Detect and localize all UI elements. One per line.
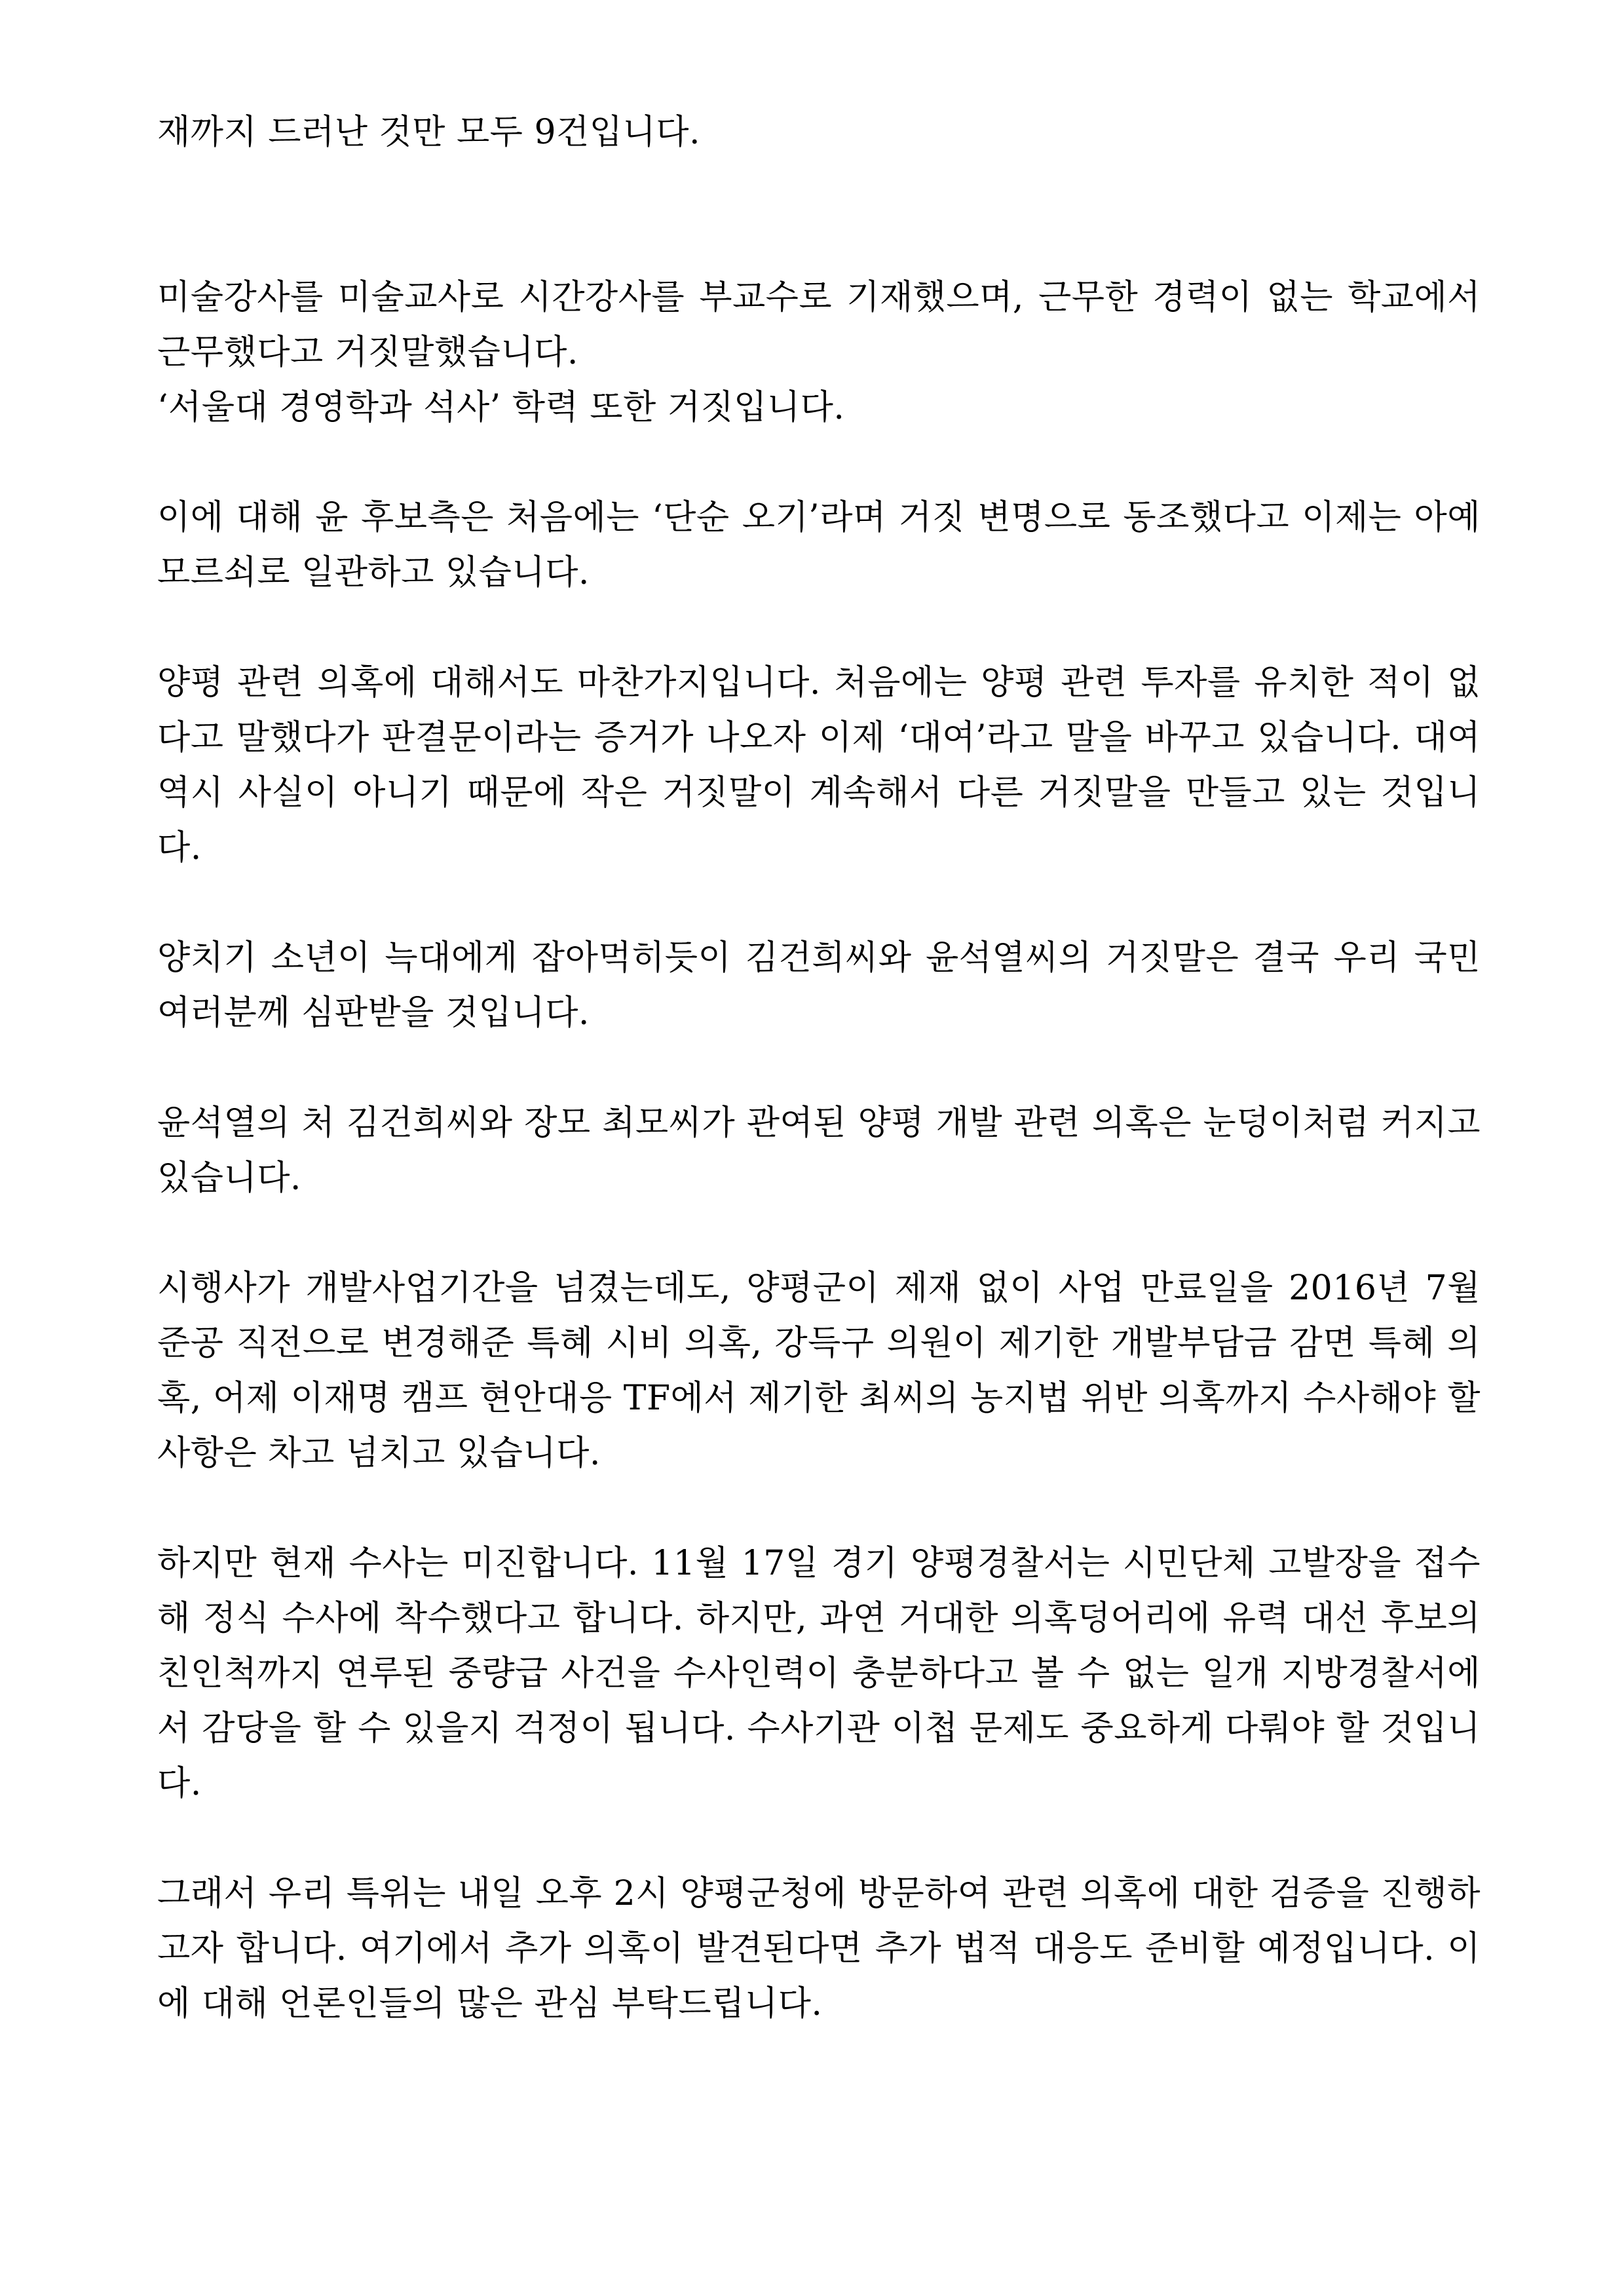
document-body <box>157 105 1481 2086</box>
paragraph-growing-allegations: 윤석열의 처 김건희씨와 장모 최모씨가 관여된 양평 개발 관련 의혹은 눈덩이처럼 커지고 있습니다. <box>157 1103 1481 1198</box>
paragraph-shepherd-boy: 양치기 소년이 늑대에게 잡아먹히듯이 김건희씨와 윤석열씨의 거짓말은 결국 우리 국민 여러분께 심판받을 것입니다. <box>157 938 1481 1033</box>
paragraph-investigation-status: 하지만 현재 수사는 미진합니다. 11월 17일 경기 양평경찰서는 시민단체 고발장을 접수해 정식 수사에 착수했다고 합니다. 하지만, 과연 거대한 의혹덩어리에 유력 대선 후보의 친인척까지 연루된 중량급 사건을 수사인력이 충분하다고 볼 수 없는 일개 지방경찰서에서 감당을 할 수 있을지 걱정이 됩니다. 수사기관 이첩 문제도 중요하게 다뤄야 할 것입니다. <box>157 1544 1481 1803</box>
paragraph-committee-visit: 그래서 우리 특위는 내일 오후 2시 양평군청에 방문하여 관련 의혹에 대한 검증을 진행하고자 합니다. 여기에서 추가 의혹이 발견된다면 추가 법적 대응도 준비할 예정입니다. 이에 대해 언론인들의 많은 관심 부탁드립니다. <box>157 1874 1481 2023</box>
paragraph-campaign-response: 이에 대해 윤 후보측은 처음에는 ‘단순 오기’라며 거짓 변명으로 동조했다고 이제는 아예 모르쇠로 일관하고 있습니다. <box>157 498 1481 592</box>
paragraph-snu-degree: ‘서울대 경영학과 석사’ 학력 또한 거짓입니다. <box>157 388 845 427</box>
paragraph-yangpyeong-investment: 양평 관련 의혹에 대해서도 마찬가지입니다. 처음에는 양평 관련 투자를 유치한 적이 없다고 말했다가 판결문이라는 증거가 나오자 이제 ‘대여’라고 말을 바꾸고 있습니다. 대여 역시 사실이 아니기 때문에 작은 거짓말이 계속해서 다른 거짓말을 만들고 있는 것입니다. <box>157 663 1481 868</box>
paragraph-allegation-list: 시행사가 개발사업기간을 넘겼는데도, 양평군이 제재 없이 사업 만료일을 2016년 7월 준공 직전으로 변경해준 특혜 시비 의혹, 강득구 의원이 제기한 개발부담금 감면 특혜 의혹, 어제 이재명 캠프 현안대응 TF에서 제기한 최씨의 농지법 위반 의혹까지 수사해야 할 사항은 차고 넘치고 있습니다. <box>157 1269 1481 1473</box>
paragraph-career-falsification: 미술강사를 미술교사로 시간강사를 부교수로 기재했으며, 근무한 경력이 없는 학교에서 근무했다고 거짓말했습니다. <box>157 278 1481 372</box>
paragraph-intro-count: 재까지 드러난 것만 모두 9건입니다. <box>157 113 700 152</box>
